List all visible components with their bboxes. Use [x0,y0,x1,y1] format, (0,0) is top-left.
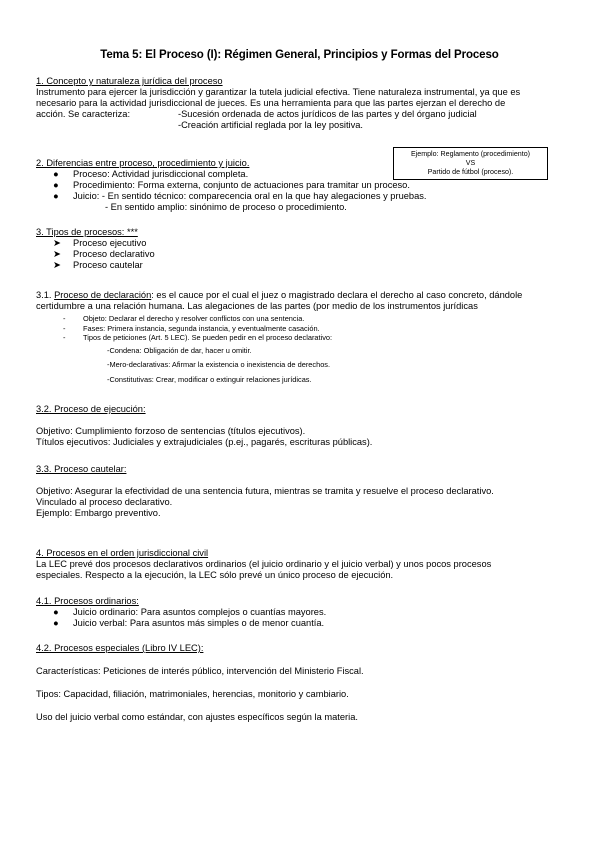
section-heading: Proceso de declaración [54,290,152,300]
list-item [36,333,566,343]
note-line: VS [465,159,476,168]
bullet-list [36,169,566,202]
section-1 [36,76,566,131]
list-item-text: Procedimiento: Forma externa, conjunto de actuaciones para tramitar un proceso. [73,180,410,191]
section-heading: 2. Diferencias entre proceso, procedimiento y juicio. [36,158,250,168]
section-4-1 [36,596,566,629]
dash-marker: - [63,314,66,324]
bullet-icon: ● [53,618,59,629]
list-item-text: Objeto: Declarar el derecho y resolver conflictos con una sentencia. [83,314,305,324]
note-line: Partido de fútbol (proceso). [427,168,514,177]
list-item-text: Proceso: Actividad jurisdiccional completa. [73,169,249,180]
paragraph-line: Uso del juicio verbal como estándar, con ajustes específicos según la materia. [36,712,358,723]
list-item [36,618,566,629]
list-item-text: Proceso declarativo [73,249,155,260]
paragraph-text: : es el cauce por el cual el juez o magistrado declara el derecho al caso concreto, dándole [151,290,523,300]
list-item [36,324,566,334]
paragraph-line: Títulos ejecutivos: Judiciales y extrajudiciales (p.ej., pagarés, escrituras públicas). [36,437,373,448]
list-item-text: Juicio ordinario: Para asuntos complejos o cuantías mayores. [73,607,327,618]
paragraph-text: acción. Se caracteriza: [36,109,131,120]
list-item [36,314,566,324]
arrow-icon: ➤ [53,249,61,260]
list-item [36,260,566,271]
dash-list [36,314,566,343]
petition-type: -Mero-declarativas: Afirmar la existencia o inexistencia de derechos. [107,360,331,370]
bullet-icon: ● [53,191,59,202]
section-3 [36,227,566,271]
section-heading: 3. Tipos de procesos: *** [36,227,138,237]
arrow-icon: ➤ [53,260,61,271]
list-item [36,238,566,249]
characteristic-item: -Creación artificial reglada por la ley positiva. [178,120,363,131]
paragraph-line: necesario para la actividad jurisdiccional de jueces. Es una herramienta para que las partes ejerzan el derecho de [36,98,506,109]
arrow-icon: ➤ [53,238,61,249]
paragraph-line: Tipos: Capacidad, filiación, matrimoniales, herencias, monitorio y cambiario. [36,689,349,700]
section-3-2 [36,404,566,448]
paragraph-line: Objetivo: Asegurar la efectividad de una sentencia futura, mientras se tramita y resuelve el proceso declarativo. [36,486,494,497]
section-heading: 4.2. Procesos especiales (Libro IV LEC): [36,643,204,653]
list-item-text: Proceso cautelar [73,260,143,271]
paragraph-line: certidumbre a una relación humana. Las alegaciones de las partes (por medio de los instrumentos jurídicas [36,301,478,312]
list-item-text: Tipos de peticiones (Art. 5 LEC). Se pueden pedir en el proceso declarativo: [83,333,333,343]
dash-marker: - [63,323,66,333]
paragraph-line: La LEC prevé dos procesos declarativos ordinarios (el juicio ordinario y el juicio verbal) y unos pocos procesos [36,559,492,570]
section-4 [36,548,566,581]
bullet-icon: ● [53,180,59,191]
note-line: Ejemplo: Reglamento (procedimiento) [410,150,531,158]
paragraph-line: Instrumento para ejercer la jurisdicción y garantizar la tutela judicial efectiva. Tiene naturaleza instrumental, ya que es [36,87,521,98]
paragraph-line: Vinculado al proceso declarativo. [36,497,173,508]
list-item [36,191,566,202]
bullet-icon: ● [53,169,59,180]
section-3-1 [36,290,566,384]
dash-marker: - [63,333,66,343]
paragraph-line: especiales. Respecto a la ejecución, la LEC sólo prevé un único proceso de ejecución. [36,570,394,581]
paragraph-line: Ejemplo: Embargo preventivo. [36,508,161,519]
paragraph-line [36,109,566,120]
petition-types [36,346,566,385]
bullet-list [36,607,566,629]
paragraph-line: Objetivo: Cumplimiento forzoso de sentencias (títulos ejecutivos). [36,426,306,437]
list-item [36,180,566,191]
sub-item: - En sentido amplio: sinónimo de proceso o procedimiento. [105,202,347,213]
list-item-text: Proceso ejecutivo [73,238,147,249]
section-number: 3.1. [36,290,55,300]
section-3-3 [36,464,566,519]
bullet-icon: ● [53,607,59,618]
page-title: Tema 5: El Proceso (I): Régimen General, Principios y Formas del Proceso [100,49,499,61]
list-item-text: Juicio verbal: Para asuntos más simples o de menor cuantía. [73,618,325,629]
section-heading: 4. Procesos en el orden jurisdiccional civil [36,548,209,558]
list-item [36,169,566,180]
section-heading: 3.3. Proceso cautelar: [36,464,127,474]
section-heading: 1. Concepto y naturaleza jurídica del proceso [36,76,223,86]
list-item [36,249,566,260]
paragraph-line [36,290,566,301]
section-4-2 [36,643,566,723]
section-2 [36,158,566,213]
list-item-text: Juicio: - En sentido técnico: comparecencia oral en la que hay alegaciones y pruebas. [73,191,427,202]
list-item-text: Fases: Primera instancia, segunda instancia, y eventualmente casación. [83,323,320,333]
arrow-list [36,238,566,271]
petition-type: -Constitutivas: Crear, modificar o extinguir relaciones jurídicas. [107,374,312,384]
section-heading: 4.1. Procesos ordinarios: [36,596,139,606]
list-item [36,607,566,618]
petition-type: -Condena: Obligación de dar, hacer u omitir. [107,345,252,355]
section-heading: 3.2. Proceso de ejecución: [36,404,146,414]
characteristic-item: -Sucesión ordenada de actos jurídicos de las partes y del órgano judicial [178,109,477,120]
paragraph-line: Características: Peticiones de interés público, intervención del Ministerio Fiscal. [36,666,364,677]
